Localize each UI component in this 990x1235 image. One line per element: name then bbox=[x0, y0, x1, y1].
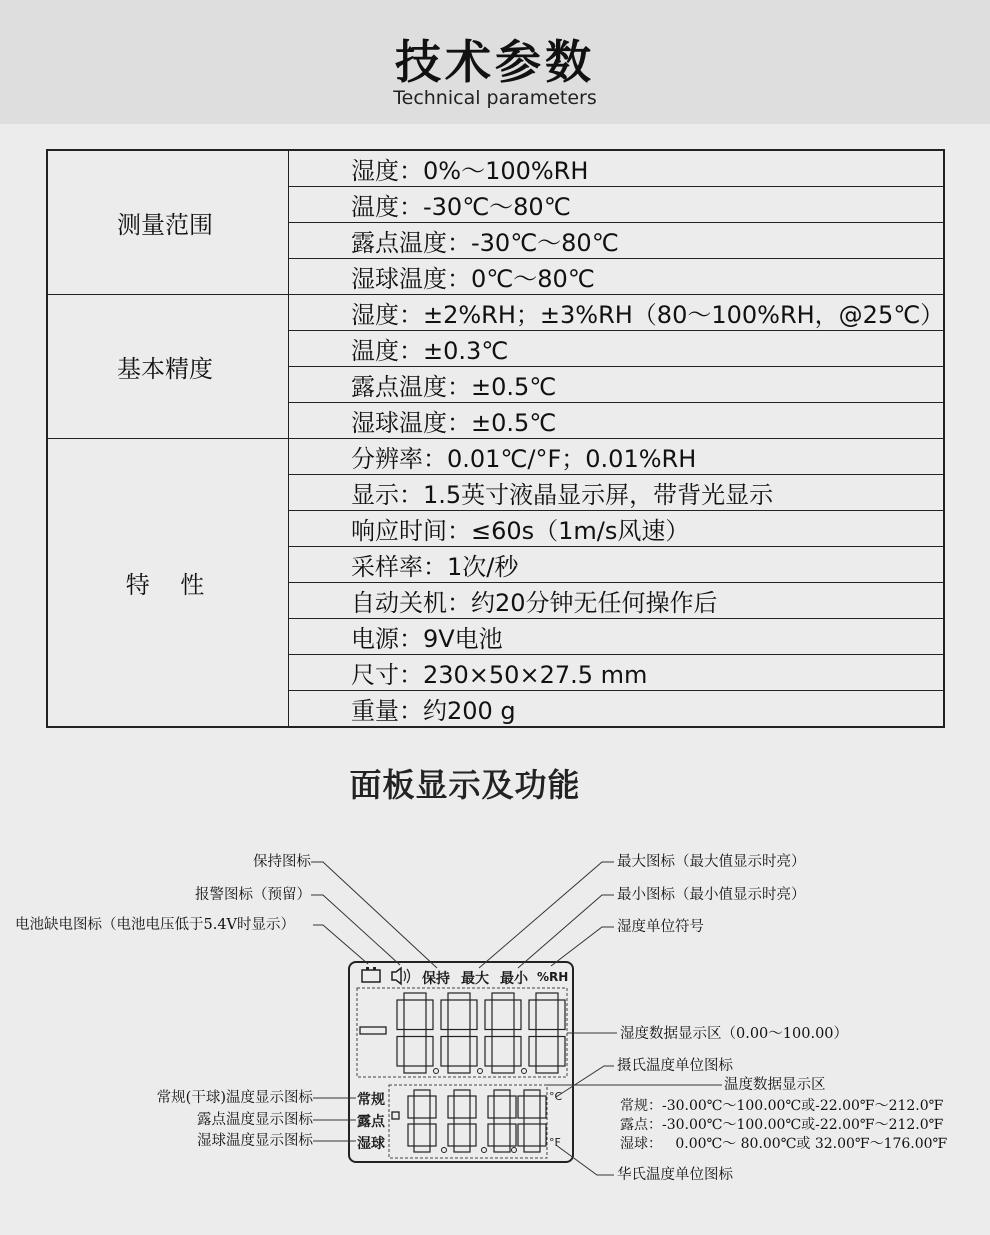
label-rh-unit-symbol: 湿度单位符号 bbox=[617, 919, 704, 935]
spec-category: 特 性 bbox=[47, 439, 289, 728]
lcd-decimal-point bbox=[482, 1148, 487, 1153]
lcd-digit bbox=[488, 1090, 516, 1152]
leader-min bbox=[518, 895, 614, 968]
spec-category: 基本精度 bbox=[47, 295, 289, 439]
seven-segment-digits bbox=[397, 993, 565, 1153]
label-range-normal: 常规：-30.00℃～100.00℃或-22.00℉～212.0℉ bbox=[620, 1098, 944, 1114]
spec-value: 湿度：±2%RH；±3%RH（80～100%RH，@25℃） bbox=[289, 295, 945, 331]
lcd-digit bbox=[518, 1090, 546, 1152]
minus-segment-small bbox=[392, 1112, 399, 1119]
leader-max bbox=[479, 862, 614, 968]
leader-celsius bbox=[556, 1066, 614, 1097]
lcd-decimal-point bbox=[522, 1069, 527, 1074]
lcd-decimal-point bbox=[512, 1148, 517, 1153]
label-hold-icon: 保持图标 bbox=[253, 854, 311, 870]
speaker-icon bbox=[392, 968, 410, 984]
label-temp-display: 温度数据显示区 bbox=[724, 1077, 826, 1093]
label-battery-icon: 电池缺电图标（电池电压低于5.4V时显示） bbox=[15, 917, 296, 933]
label-wetbulb-icon: 湿球温度显示图标 bbox=[197, 1133, 313, 1149]
label-celsius-icon: 摄氏温度单位图标 bbox=[617, 1058, 733, 1074]
lcd-fahrenheit-icon: °F bbox=[549, 1136, 561, 1149]
leader-hold bbox=[311, 862, 437, 968]
label-fahrenheit-icon: 华氏温度单位图标 bbox=[617, 1167, 733, 1183]
label-normal-icon: 常规(干球)温度显示图标 bbox=[156, 1090, 313, 1106]
lcd-wetbulb-icon: 湿球 bbox=[357, 1136, 385, 1152]
lcd-max-icon: 最大 bbox=[461, 971, 489, 987]
leader-fahrenheit bbox=[556, 1145, 614, 1175]
lcd-normal-icon: 常规 bbox=[357, 1092, 385, 1108]
spec-category: 测量范围 bbox=[47, 150, 289, 295]
label-alarm-icon: 报警图标（预留） bbox=[195, 887, 311, 903]
label-rh-display: 湿度数据显示区（0.00～100.00） bbox=[620, 1026, 849, 1042]
label-max-icon: 最大图标（最大值显示时亮） bbox=[617, 854, 806, 870]
minus-segment bbox=[360, 1027, 386, 1034]
lcd-decimal-point bbox=[442, 1148, 447, 1153]
spec-value: 响应时间：≤60s（1m/s风速） bbox=[289, 511, 945, 547]
spec-value: 露点温度：-30℃～80℃ bbox=[289, 223, 945, 259]
lcd-hold-icon: 保持 bbox=[422, 971, 450, 987]
battery-icon bbox=[362, 967, 380, 982]
lcd-digit bbox=[529, 993, 565, 1073]
spec-value: 露点温度：±0.5℃ bbox=[289, 367, 945, 403]
spec-value: 自动关机：约20分钟无任何操作后 bbox=[289, 583, 945, 619]
lcd-min-icon: 最小 bbox=[500, 971, 528, 987]
label-range-dew: 露点：-30.00℃～100.00℃或-22.00℉～212.0℉ bbox=[620, 1117, 944, 1133]
lcd-dew-icon: 露点 bbox=[357, 1114, 385, 1130]
lcd-digit bbox=[485, 993, 521, 1073]
page-title: 技术参数 bbox=[395, 35, 595, 89]
label-range-wetbulb: 湿球： 0.00℃～ 80.00℃或 32.00℉～176.00℉ bbox=[620, 1136, 948, 1152]
spec-value: 分辨率：0.01℃/°F；0.01%RH bbox=[289, 439, 945, 475]
lcd-digit bbox=[448, 1090, 476, 1152]
leader-alarm bbox=[311, 895, 400, 965]
lcd-celsius-icon: °C bbox=[549, 1090, 563, 1103]
lcd-digit bbox=[397, 993, 433, 1073]
spec-value: 采样率：1次/秒 bbox=[289, 547, 945, 583]
spec-value: 湿球温度：0℃～80℃ bbox=[289, 259, 945, 295]
lcd-digit bbox=[408, 1090, 436, 1152]
lcd-decimal-point bbox=[434, 1069, 439, 1074]
label-dew-icon: 露点温度显示图标 bbox=[197, 1112, 313, 1128]
spec-value: 湿球温度：±0.5℃ bbox=[289, 403, 945, 439]
lcd-digit bbox=[441, 993, 477, 1073]
panel-section-title: 面板显示及功能 bbox=[349, 766, 581, 804]
leader-rh-unit bbox=[551, 927, 614, 966]
lcd-rh-unit-icon: %RH bbox=[537, 970, 569, 984]
spec-value: 温度：-30℃～80℃ bbox=[289, 187, 945, 223]
leader-battery bbox=[313, 925, 368, 964]
label-min-icon: 最小图标（最小值显示时亮） bbox=[617, 887, 806, 903]
spec-value: 温度：±0.3℃ bbox=[289, 331, 945, 367]
page-subtitle: Technical parameters bbox=[393, 87, 597, 109]
spec-value: 显示：1.5英寸液晶显示屏，带背光显示 bbox=[289, 475, 945, 511]
spec-value: 尺寸：230×50×27.5 mm bbox=[289, 655, 945, 691]
spec-value: 重量：约200 g bbox=[289, 691, 945, 728]
lcd-decimal-point bbox=[478, 1069, 483, 1074]
spec-value: 湿度：0%～100%RH bbox=[289, 150, 945, 187]
spec-value: 电源：9V电池 bbox=[289, 619, 945, 655]
